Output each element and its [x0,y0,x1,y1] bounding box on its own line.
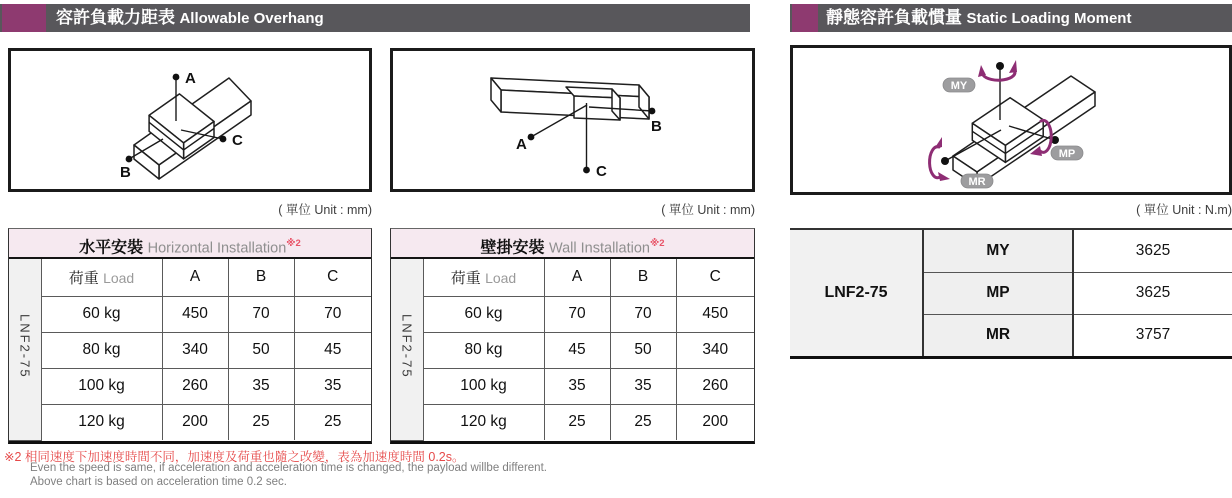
a-cell: 45 [544,332,610,368]
c-cell: 45 [294,332,371,368]
section-title-zh: 容許負載力距表 [56,8,175,27]
model-cell [9,259,41,440]
table-row [391,296,754,332]
b-cell: 35 [610,368,676,404]
section-header-static-moment [790,4,1232,32]
load-cell: 100 kg [41,368,162,404]
table-row [391,368,754,404]
table-title [391,229,754,259]
c-cell: 25 [294,404,371,440]
note-ref: ※2 [286,238,301,249]
load-cell: 60 kg [41,296,162,332]
point-c-dot [220,136,227,143]
section-header-allowable-overhang [0,4,750,32]
a-cell: 260 [162,368,228,404]
unit-label-mm-left: ( 單位 Unit : mm) [278,203,372,217]
col-header-a: A [544,259,610,296]
footnote-en-line2: Above chart is based on acceleration time 0.2 sec. [30,476,287,488]
axis-cell-my: MY [923,230,1073,272]
point-c-dot [583,167,590,174]
table-header-row [391,259,754,296]
table-horizontal-installation [8,228,372,444]
c-cell: 260 [676,368,754,404]
model-label: LNF2-75 [399,314,415,380]
table-title-en: Wall Installation [548,240,650,257]
horizontal-overhang-drawing [11,51,369,189]
col-header-a: A [162,259,228,296]
mr-axis-dot [941,157,949,165]
a-cell: 35 [544,368,610,404]
unit-label-mm-right: ( 單位 Unit : mm) [661,203,755,217]
table-row [9,332,371,368]
a-cell: 450 [162,296,228,332]
axis-cell-mp: MP [923,272,1073,314]
load-cell: 80 kg [423,332,544,368]
table-title-zh: 水平安裝 [79,239,144,257]
section-title-en: Allowable Overhang [179,10,324,27]
c-cell: 200 [676,404,754,440]
a-cell: 200 [162,404,228,440]
table-row [391,404,754,440]
c-cell: 450 [676,296,754,332]
model-cell: LNF2-75 [790,230,923,356]
point-a-dot [173,74,180,81]
point-b-dot [649,108,656,115]
a-cell: 25 [544,404,610,440]
load-cell: 100 kg [423,368,544,404]
my-axis-dot [996,62,1004,70]
unit-label-nm: ( 單位 Unit : N.m) [1136,203,1232,217]
footnote-zh: ※2 相同速度下加速度時間不同，加速度及荷重也隨之改變，表為加速度時間 0.2s。 [4,450,465,464]
table-static-moment [790,228,1232,359]
value-cell-my: 3625 [1073,230,1232,272]
table-row [9,368,371,404]
diagram-static-moment [790,45,1232,195]
table-title-zh: 壁掛安裝 [480,239,545,257]
table-title [9,229,371,259]
section-title [56,4,324,33]
rail-isometric [491,78,649,119]
a-cell: 340 [162,332,228,368]
load-cell: 60 kg [423,296,544,332]
section-title [826,4,1131,33]
value-cell-mr: 3757 [1073,314,1232,356]
section-title-zh: 靜態容許負載慣量 [826,8,962,27]
table-wall-installation [390,228,755,444]
c-cell: 340 [676,332,754,368]
footnote-en-line1: Even the speed is same, if acceleration and acceleration time is changed, the payload willbe different. [30,462,547,474]
point-a-label: A [516,136,527,153]
table-row [391,332,754,368]
accent-square [2,4,46,32]
c-cell: 70 [294,296,371,332]
point-a-dot [528,134,535,141]
b-cell: 35 [228,368,294,404]
b-cell: 25 [610,404,676,440]
axis-cell-mr: MR [923,314,1073,356]
mr-badge-label: MR [968,176,986,188]
diagram-horizontal-overhang [8,48,372,192]
point-c-label: C [232,132,243,149]
table-row [790,230,1232,272]
section-title-en: Static Loading Moment [966,10,1132,27]
wall-overhang-drawing [393,51,752,189]
carriage-block [566,87,620,120]
table-header-row [9,259,371,296]
value-cell-mp: 3625 [1073,272,1232,314]
col-header-load: 荷重 Load [423,259,544,296]
my-badge-label: MY [950,80,968,92]
load-cell: 120 kg [41,404,162,440]
b-cell: 70 [610,296,676,332]
diagram-wall-overhang [390,48,755,192]
col-header-load: 荷重 Load [41,259,162,296]
c-cell: 35 [294,368,371,404]
b-cell: 25 [228,404,294,440]
note-ref: ※2 [649,238,665,249]
a-cell: 70 [544,296,610,332]
col-header-c: C [294,259,371,296]
point-c-label: C [596,163,607,180]
point-b-label: B [651,118,662,135]
static-moment-drawing [793,48,1229,192]
col-header-b: B [610,259,676,296]
moment-data-table [790,230,1232,356]
model-cell [391,259,423,440]
b-cell: 50 [610,332,676,368]
table-title-en: Horizontal Installation [147,240,287,257]
col-header-b: B [228,259,294,296]
overhang-data-table [9,259,371,441]
table-row [9,404,371,440]
b-cell: 50 [228,332,294,368]
model-label: LNF2-75 [17,314,33,380]
load-cell: 80 kg [41,332,162,368]
b-cell: 70 [228,296,294,332]
point-b-label: B [120,164,131,181]
col-header-c: C [676,259,754,296]
mp-badge-label: MP [1058,148,1076,160]
load-cell: 120 kg [423,404,544,440]
point-b-dot [126,156,133,163]
table-row [9,296,371,332]
accent-square [792,4,818,32]
overhang-data-table [391,259,754,441]
point-a-label: A [185,70,196,87]
